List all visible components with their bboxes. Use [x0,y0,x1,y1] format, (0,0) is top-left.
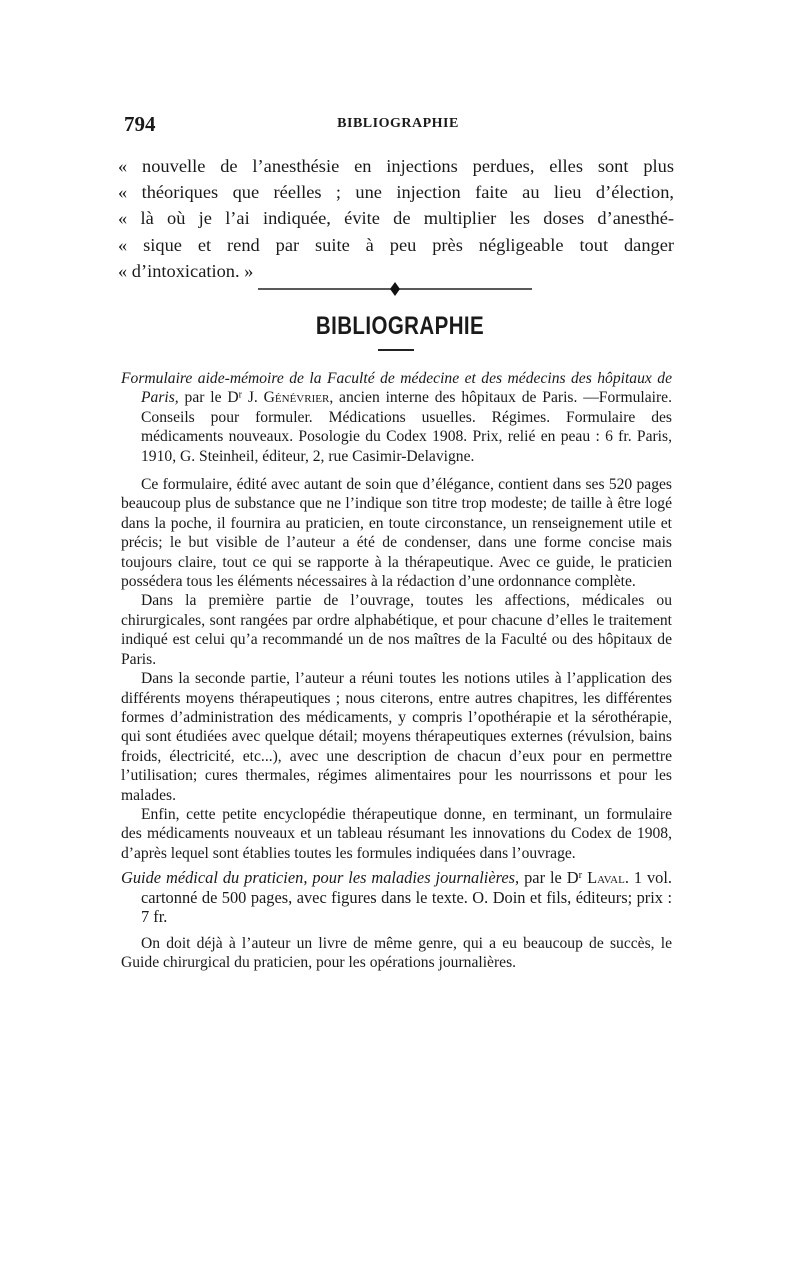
entry-details: , ancien interne des hôpitaux de Paris. —Formulaire. Conseils pour formuler. Médications usuelles. Régimes. Formulaire des médicaments nouveaux. Posologie du Codex 1908. Prix, relié en peau : 6 fr. Paris, 1910, G. Steinheil, éditeur, 2, rue Casimir-Delavigne. [141,389,672,465]
review-paragraph: Ce formulaire, édité avec autant de soin que d’élégance, contient dans ses 520 pages beaucoup plus de substance que ne l’indique son titre trop modeste; de taille à être logé dans la poche, il fournira au praticien, en toute circonstance, un renseignement utile et précis; le but visible de l’auteur a été de condenser, dans une forme concise mais toujours claire, tout ce qui se rapporte à la thérapeutique. Avec ce guide, le praticien possédera tous les éléments nécessaires à la rédaction d’une ordonnance complète. [121,476,672,591]
quote-line: « théoriques que réelles ; une injection faite au lieu d’élection, [118,182,674,203]
entry-title: Formulaire aide-mémoire de la Faculté de médecine et des médecins des hôpitaux de Paris, [121,370,672,407]
entry-author-initial: J. [242,389,264,407]
title-underline [378,349,414,351]
quote-line: « d’intoxication. » [118,260,254,281]
entry-author: Laval [582,868,625,888]
review-paragraph: On doit déjà à l’auteur un livre de même genre, qui a eu beaucoup de succès, le Guide chirurgical du praticien, pour les opérations journalières. [121,934,672,972]
entry-heading [121,868,672,927]
review-paragraph: Dans la première partie de l’ouvrage, toutes les affections, médicales ou chirurgicales, sont rangées par ordre alphabétique, et pour chacune d’elles le traitement indiqué est celui qu’a recommandé un de nos maîtres de la Faculté ou des hôpitaux de Paris. [121,592,672,668]
quote-line: « là où je l’ai indiquée, évite de multiplier les doses d’anesthé- [118,208,674,229]
entry-by-sup: r [238,389,243,401]
page-number: 794 [124,112,156,136]
running-title: BIBLIOGRAPHIE [337,116,459,131]
quote-line: « nouvelle de l’anesthésie en injections perdues, elles sont plus [118,156,674,176]
page-header [124,112,672,138]
bibliography-body [121,369,672,973]
entry-heading [121,369,672,466]
entry-details: . 1 vol. cartonné de 500 pages, avec figures dans le texte. O. Doin et fils, éditeurs; prix : 7 fr. [141,868,673,927]
entry-by: par le D [178,389,239,407]
entry-by: par le D [519,868,579,888]
review-paragraph: Enfin, cette petite encyclopédie thérapeutique donne, en terminant, un formulaire des médicaments nouveaux et un tableau résumant les innovations du Codex de 1908, d’après lequel sont établies toutes les formules indiquées dans l’ouvrage. [121,805,672,862]
entry-title: Guide médical du praticien, pour les maladies journalières, [121,868,520,888]
ornamental-rule [258,282,532,296]
quote-block [118,153,674,284]
entry-by-sup: r [578,870,583,882]
quote-line: « sique et rend par suite à peu près négligeable tout danger [118,234,674,255]
review-paragraph: Dans la seconde partie, l’auteur a réuni toutes les notions utiles à l’application des différents moyens thérapeutiques ; nous citerons, entre autres chapitres, les différentes formes d’administration des médicaments, y compris l’opothérapie et la sérothérapie, qui sont étudiées avec quelque détail; moyens thérapeutiques externes (révulsion, bains froids, électricité, etc...), avec une description de chacun d’eux pour en permettre l’utilisation; cures thermales, régimes alimentaires pour les nourrissons et pour les malades. [121,670,672,804]
section-title: BIBLIOGRAPHIE [315,312,485,340]
entry-author: Génévrier [263,389,330,407]
